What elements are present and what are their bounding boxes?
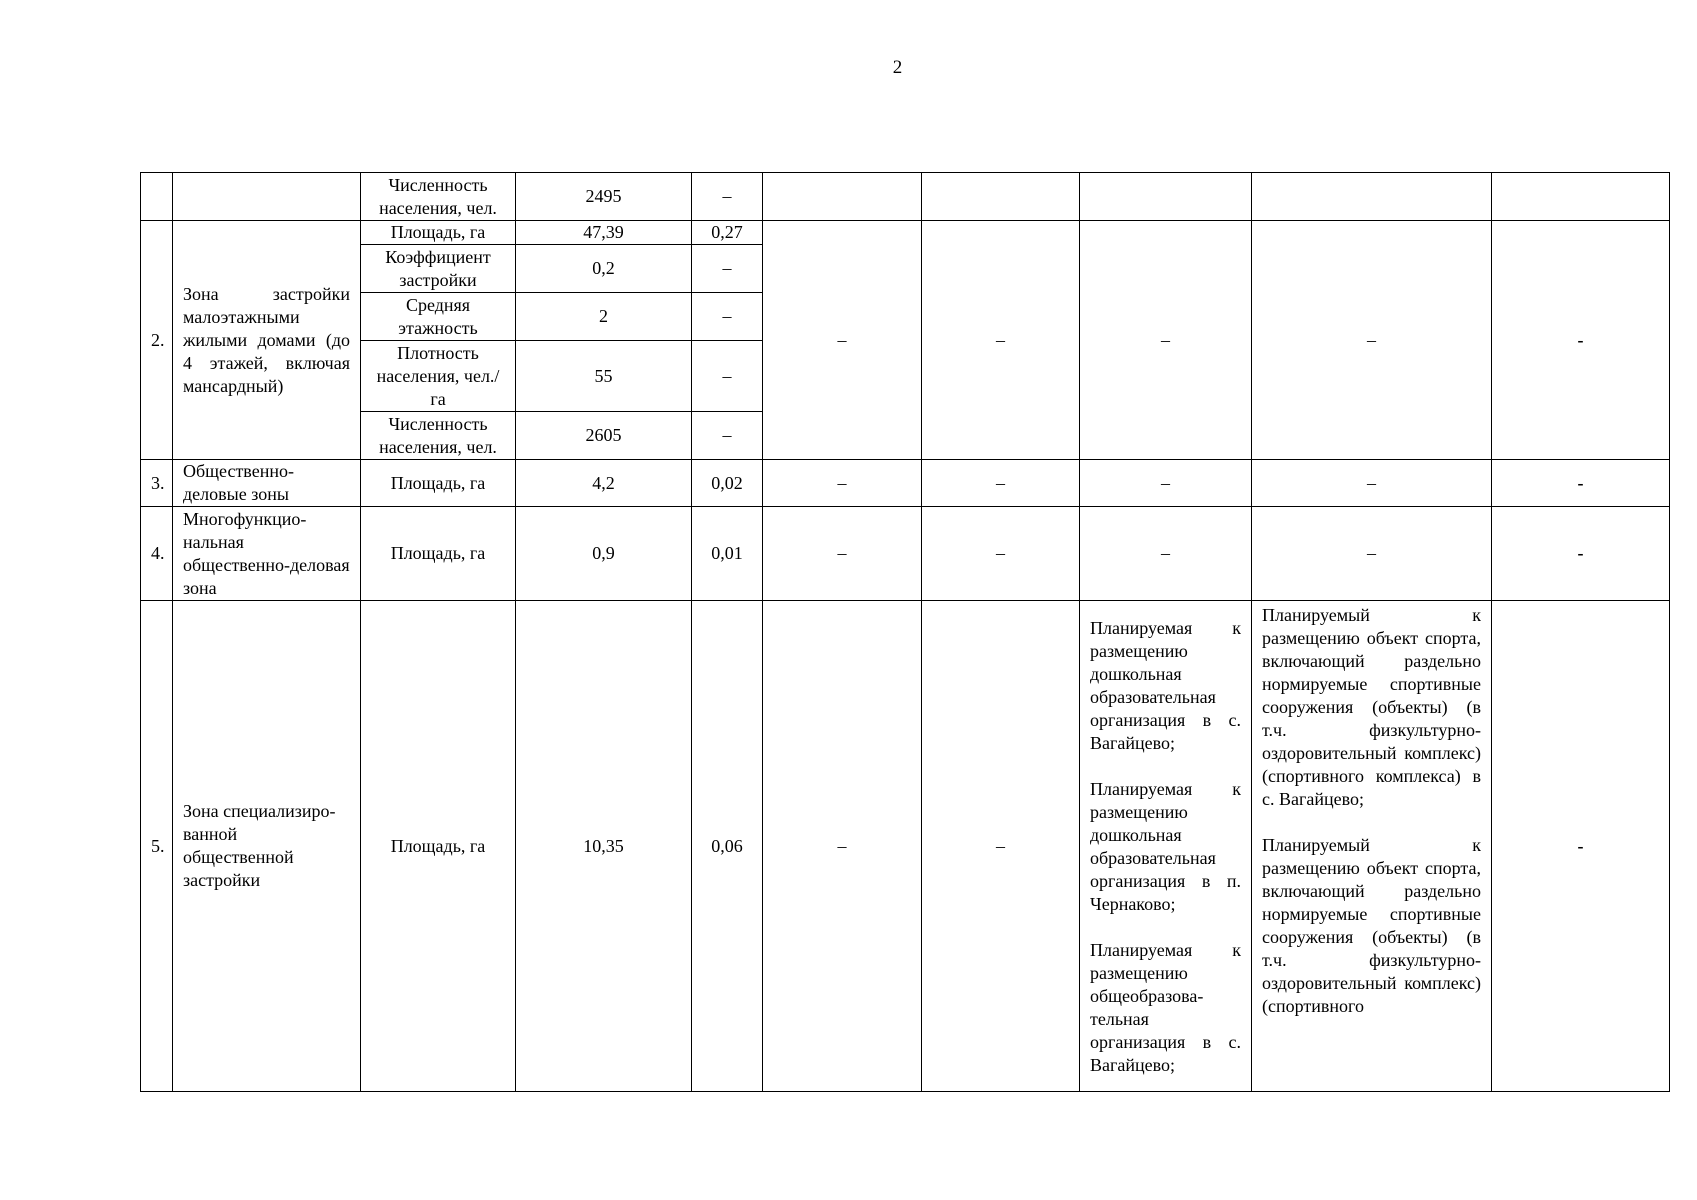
- row-number: 2.: [141, 221, 173, 460]
- indicator-name: Площадь, га: [361, 601, 516, 1092]
- row-number: 3.: [141, 460, 173, 507]
- indicator-name: Площадь, га: [361, 221, 516, 245]
- cell: –: [922, 601, 1080, 1092]
- cell: [1080, 173, 1252, 221]
- zone-name: Многофункцио-нальная общественно-деловая зона: [173, 507, 361, 601]
- cell: –: [1080, 507, 1252, 601]
- cell: –: [922, 221, 1080, 460]
- table-row: [141, 601, 1670, 1092]
- page-number: 2: [892, 57, 903, 78]
- row-number: [141, 173, 173, 221]
- cell: -: [1492, 221, 1670, 460]
- cell: –: [922, 460, 1080, 507]
- cell: –: [1252, 460, 1492, 507]
- indicator-value: 55: [516, 341, 692, 412]
- table-row: [141, 460, 1670, 507]
- indicator-name: Средняя этажность: [361, 293, 516, 341]
- zone-name: Зона застройки малоэтажными жилыми домами (до 4 этажей, включая мансардный): [173, 221, 361, 460]
- cell: –: [922, 507, 1080, 601]
- cell: [922, 173, 1080, 221]
- cell: -: [1492, 601, 1670, 1092]
- planned-education-cell: [1080, 601, 1252, 1092]
- planned-item: Планируемая к размещению дошкольная образовательная организация в п. Чернаково;: [1090, 779, 1241, 914]
- zone-name: Общественно-деловые зоны: [173, 460, 361, 507]
- cell: -: [1492, 460, 1670, 507]
- indicator-name: Площадь, га: [361, 507, 516, 601]
- indicator-value: 0,9: [516, 507, 692, 601]
- planned-item: Планируемая к размещению общеобразова-тельная организация в с. Вагайцево;: [1090, 940, 1241, 1075]
- planned-sport-cell: [1252, 601, 1492, 1092]
- indicator-name: Площадь, га: [361, 460, 516, 507]
- indicator-value: 0,2: [516, 245, 692, 293]
- table-row: [141, 221, 1670, 245]
- zone-name: Зона специализиро-ванной общественной застройки: [173, 601, 361, 1092]
- indicator-share: –: [692, 173, 763, 221]
- indicator-value: 2605: [516, 412, 692, 460]
- cell: [763, 173, 922, 221]
- cell: –: [1080, 460, 1252, 507]
- indicator-value: 4,2: [516, 460, 692, 507]
- planned-item: Планируемый к размещению объект спорта, включающий раздельно нормируемые спортивные сооружения (объекты) (в т.ч. физкультурно-оздоровительный комплекс) (спортивного: [1262, 834, 1481, 1016]
- zones-table: [140, 172, 1670, 1092]
- indicator-share: –: [692, 341, 763, 412]
- row-number: 5.: [141, 601, 173, 1092]
- planned-item: Планируемая к размещению дошкольная образовательная организация в с. Вагайцево;: [1090, 618, 1241, 753]
- cell: –: [763, 507, 922, 601]
- cell: –: [1252, 507, 1492, 601]
- cell: [1492, 173, 1670, 221]
- cell: –: [1080, 221, 1252, 460]
- row-number: 4.: [141, 507, 173, 601]
- indicator-name: Численность населения, чел.: [361, 412, 516, 460]
- indicator-name: Численность населения, чел.: [361, 173, 516, 221]
- planned-item: Планируемый к размещению объект спорта, включающий раздельно нормируемые спортивные сооружения (объекты) (в т.ч. физкультурно-оздоровительный комплекс) (спортивного комплекса) в с. Вагайцево;: [1262, 604, 1481, 809]
- indicator-share: 0,06: [692, 601, 763, 1092]
- indicator-value: 47,39: [516, 221, 692, 245]
- cell: –: [763, 221, 922, 460]
- indicator-share: 0,02: [692, 460, 763, 507]
- table-row: [141, 173, 1670, 221]
- indicator-share: –: [692, 245, 763, 293]
- cell: –: [763, 601, 922, 1092]
- indicator-share: 0,01: [692, 507, 763, 601]
- indicator-value: 10,35: [516, 601, 692, 1092]
- indicator-share: 0,27: [692, 221, 763, 245]
- indicator-share: –: [692, 293, 763, 341]
- cell: [1252, 173, 1492, 221]
- indicator-share: –: [692, 412, 763, 460]
- indicator-value: 2: [516, 293, 692, 341]
- indicator-name: Плотность населения, чел./га: [361, 341, 516, 412]
- cell: –: [1252, 221, 1492, 460]
- cell: –: [763, 460, 922, 507]
- table-row: [141, 507, 1670, 601]
- indicator-value: 2495: [516, 173, 692, 221]
- cell: -: [1492, 507, 1670, 601]
- zone-name: [173, 173, 361, 221]
- indicator-name: Коэффициент застройки: [361, 245, 516, 293]
